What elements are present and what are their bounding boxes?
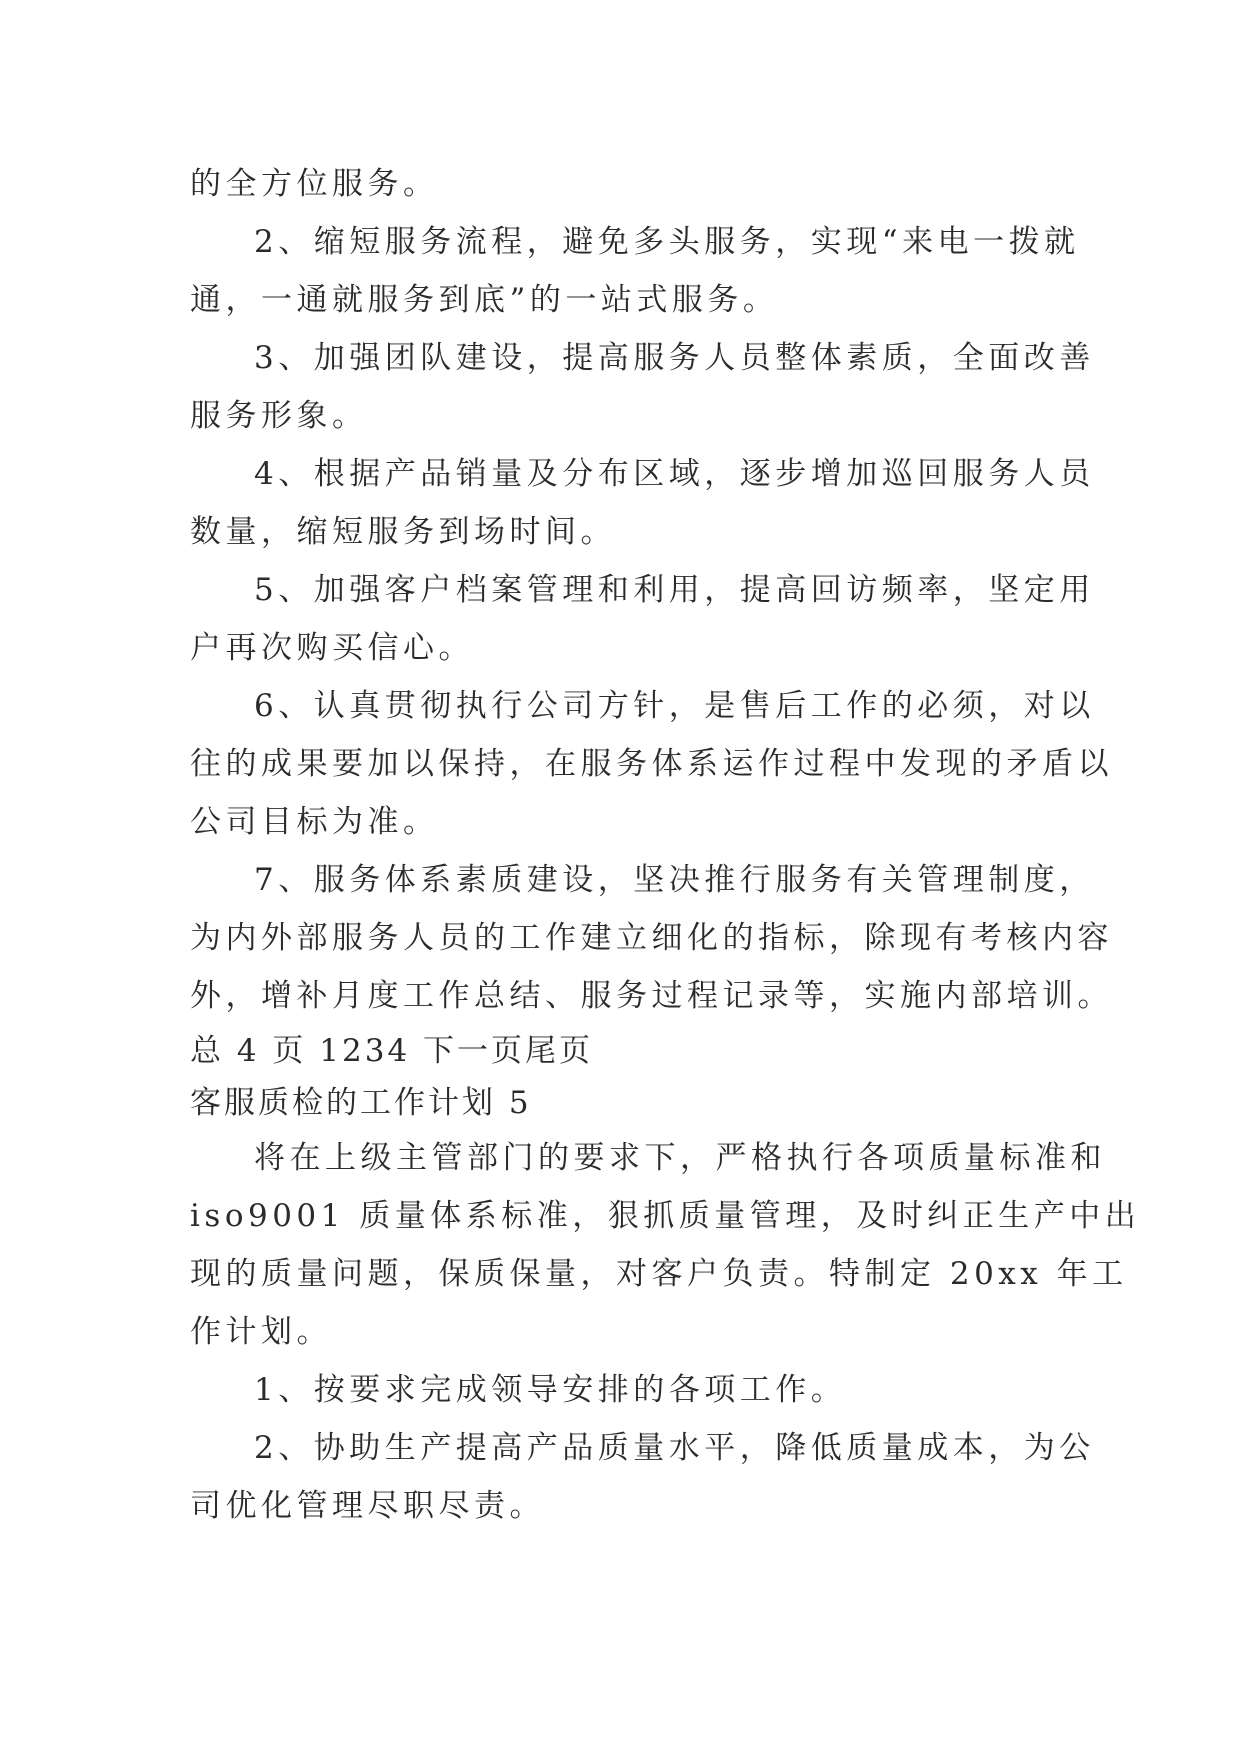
text-line: 往的成果要加以保持，在服务体系运作过程中发现的矛盾以 <box>190 746 1113 782</box>
text-line: 4、根据产品销量及分布区域，逐步增加巡回服务人员 <box>254 456 1095 492</box>
text-line: 现的质量问题，保质保量，对客户负责。特制定 20xx 年工 <box>190 1256 1128 1292</box>
section-title: 客服质检的工作计划 5 <box>190 1085 532 1121</box>
text-line: 1、按要求完成领导安排的各项工作。 <box>254 1372 847 1408</box>
text-line: 7、服务体系素质建设，坚决推行服务有关管理制度， <box>254 862 1095 898</box>
text-line: 将在上级主管部门的要求下，严格执行各项质量标准和 <box>254 1140 1106 1176</box>
text-line: 公司目标为准。 <box>190 804 439 840</box>
text-line: 5、加强客户档案管理和利用，提高回访频率，坚定用 <box>254 572 1095 608</box>
pagination-text: 总 4 页 1234 下一页尾页 <box>190 1033 594 1069</box>
text-line: 的全方位服务。 <box>190 166 439 202</box>
document-body <box>190 155 1141 1535</box>
text-line: 作计划。 <box>190 1314 332 1350</box>
text-line: 3、加强团队建设，提高服务人员整体素质，全面改善 <box>254 340 1095 376</box>
text-line: 为内外部服务人员的工作建立细化的指标，除现有考核内容 <box>190 920 1113 956</box>
text-line: 外，增补月度工作总结、服务过程记录等，实施内部培训。 <box>190 978 1113 1014</box>
text-line: 6、认真贯彻执行公司方针，是售后工作的必须，对以 <box>254 688 1095 724</box>
text-line: 户再次购买信心。 <box>190 630 474 666</box>
text-line: 服务形象。 <box>190 398 368 434</box>
text-line: iso9001 质量体系标准，狠抓质量管理，及时纠正生产中出 <box>190 1198 1141 1234</box>
text-line: 2、协助生产提高产品质量水平，降低质量成本，为公 <box>254 1430 1095 1466</box>
text-line: 通，一通就服务到底”的一站式服务。 <box>190 282 779 318</box>
text-line: 司优化管理尽职尽责。 <box>190 1488 545 1524</box>
text-line: 2、缩短服务流程，避免多头服务，实现“来电一拨就 <box>254 224 1080 260</box>
text-line: 数量，缩短服务到场时间。 <box>190 514 616 550</box>
